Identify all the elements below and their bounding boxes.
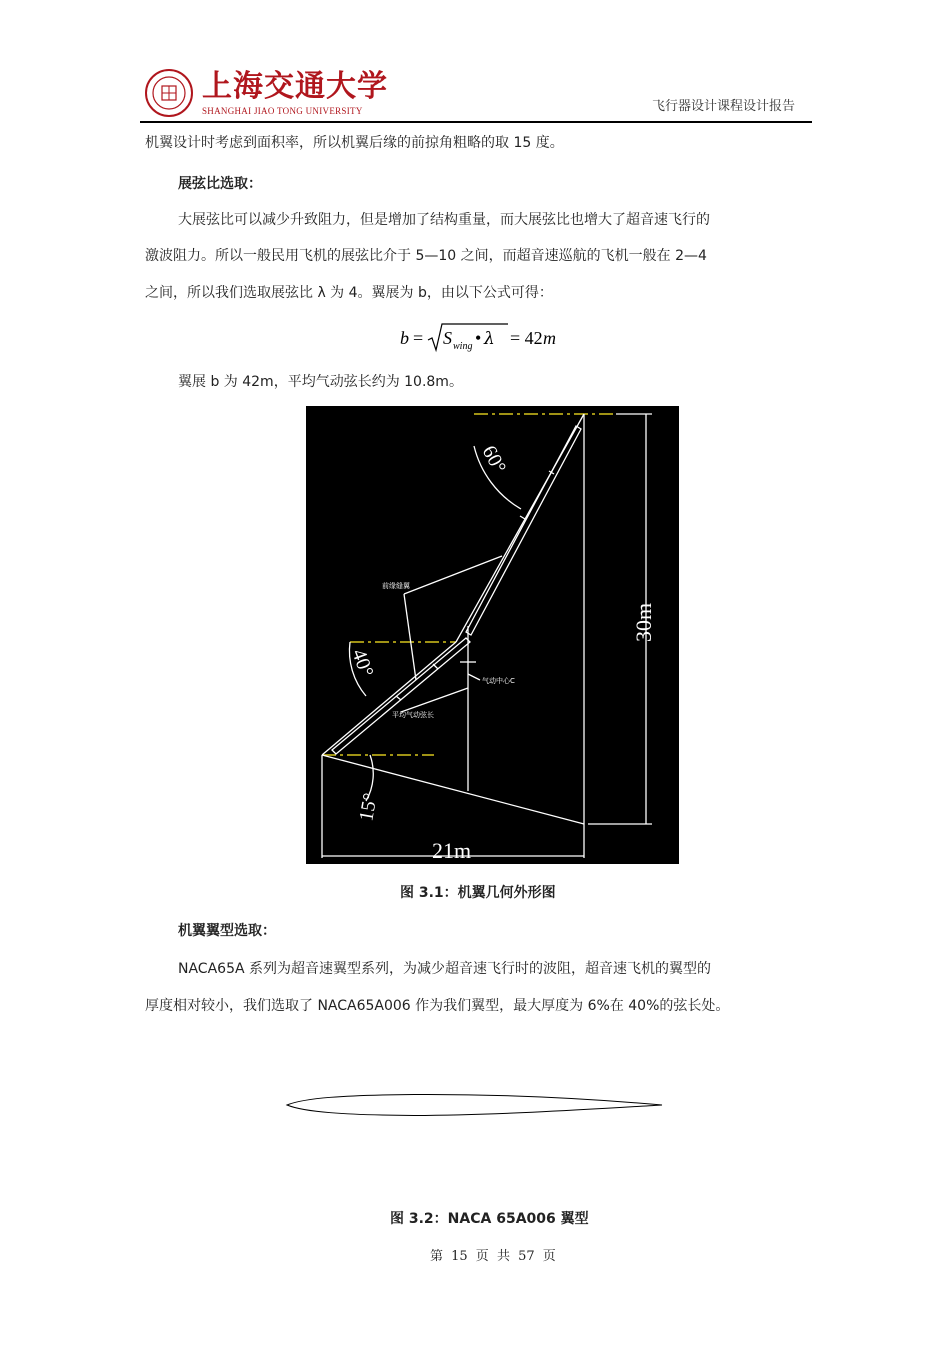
paragraph-aspect-line2: 激波阻力。所以一般民用飞机的展弦比介于 5—10 之间，而超音速巡航的飞机一般在 2—4 (145, 248, 707, 264)
university-name-en: SHANGHAI JIAO TONG UNIVERSITY (202, 106, 363, 116)
formula-rhs: = 42 (510, 328, 543, 348)
wing-geometry-figure (306, 406, 679, 864)
aero-center-label: 气动中心C (482, 677, 515, 685)
heading-airfoil: 机翼翼型选取： (178, 923, 276, 939)
formula-lambda: λ (484, 329, 495, 349)
figure2-caption: 图 3.2：NACA 65A006 翼型 (390, 1211, 589, 1227)
naca-airfoil-figure (284, 1090, 666, 1120)
university-seal-icon (144, 68, 194, 118)
paragraph-airfoil-line1: NACA65A 系列为超音速翼型系列，为减少超音速飞行时的波阻，超音速飞机的翼型的 (178, 961, 711, 977)
formula-eq: = (413, 328, 424, 348)
angle-60-label: 60° (477, 442, 511, 478)
leading-slat-label: 前缘缝翼 (382, 582, 410, 590)
paragraph-intro: 机翼设计时考虑到面积率，所以机翼后缘的前掠角粗略的取 15 度。 (145, 135, 564, 151)
formula-unit: m (543, 328, 556, 348)
paragraph-aspect-line1: 大展弦比可以减少升致阻力，但是增加了结构重量，而大展弦比也增大了超音速飞行的 (178, 212, 710, 228)
university-name-cn: 上海交通大学 (202, 69, 388, 104)
formula-dot: • (475, 328, 482, 348)
formula-sub: wing (453, 341, 473, 352)
airfoil-outline (287, 1094, 662, 1115)
paragraph-span: 翼展 b 为 42m，平均气动弦长约为 10.8m。 (178, 374, 463, 390)
figure1-caption: 图 3.1：机翼几何外形图 (400, 885, 556, 901)
angle-40-label: 40° (347, 646, 378, 681)
formula-b: b (400, 328, 409, 348)
page-number: 第 15 页 共 57 页 (430, 1249, 556, 1264)
wingspan-formula (400, 318, 600, 358)
paragraph-airfoil-line2: 厚度相对较小，我们选取了 NACA65A006 作为我们翼型，最大厚度为 6%在 40%的弦长处。 (145, 998, 730, 1014)
angle-15-label: 15° (355, 791, 382, 823)
dim-21m-label: 21m (432, 838, 472, 863)
mac-label: 平均气动弦长 (392, 711, 434, 719)
header-divider (140, 121, 812, 123)
paragraph-aspect-line3: 之间，所以我们选取展弦比 λ 为 4。翼展为 b，由以下公式可得： (145, 285, 553, 301)
heading-aspect-ratio: 展弦比选取： (178, 176, 262, 192)
formula-S: S (443, 328, 452, 348)
dim-30m-label: 30m (631, 602, 656, 642)
report-title: 飞行器设计课程设计报告 (652, 99, 796, 114)
